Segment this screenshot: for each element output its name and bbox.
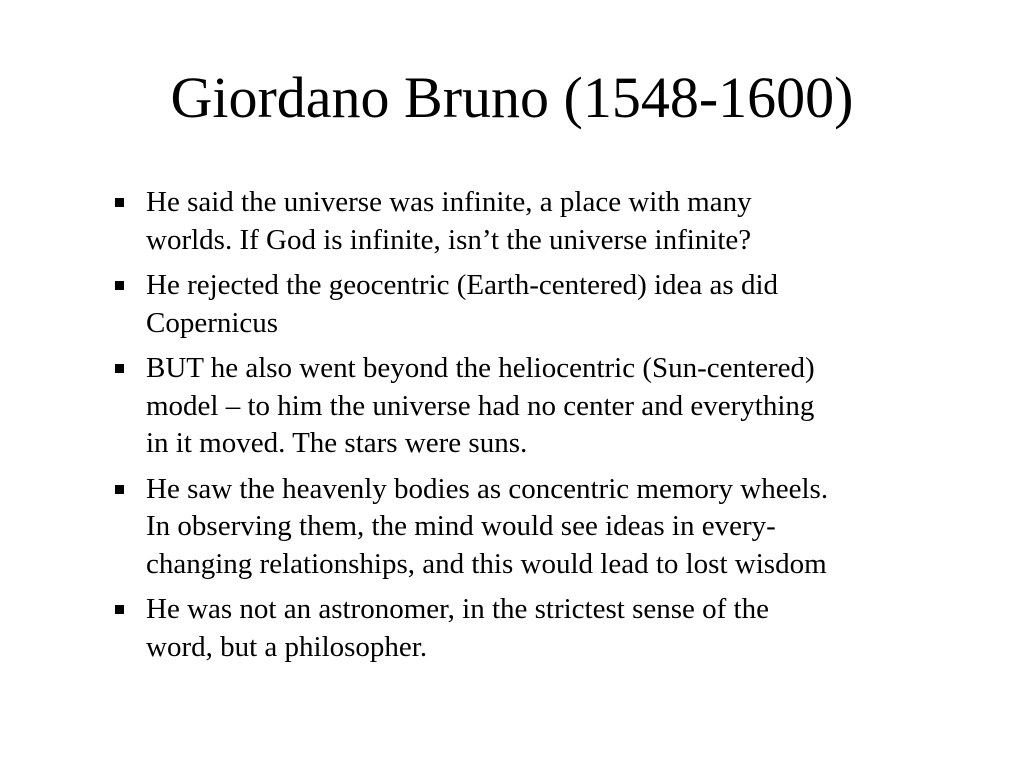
bullet-text-line: in it moved. The stars were suns. [146,427,528,459]
bullet-text-line: changing relationships, and this would lead to lost wisdom [146,547,827,580]
bullet-item [112,267,962,342]
bullet-text-line: word, but a philosopher. [146,630,428,663]
bullet-item [112,591,962,666]
square-bullet-icon [115,364,124,373]
bullet-list [112,184,962,674]
square-bullet-icon [115,605,124,614]
bullet-text-line: He saw the heavenly bodies as concentric memory wheels. [146,472,829,505]
bullet-text-line: BUT he also went beyond the heliocentric (Sun-centered) [146,352,815,384]
square-bullet-icon [115,198,124,207]
bullet-text-line: worlds. If God is infinite, isn’t the universe infinite? [146,223,752,256]
bullet-text-line: model – to him the universe had no center and everything [146,389,815,422]
bullet-text-line: In observing them, the mind would see ideas in every- [146,510,776,542]
bullet-text-line: He said the universe was infinite, a place with many [146,186,752,218]
bullet-text-line: Copernicus [146,306,279,339]
bullet-item [112,350,962,463]
bullet-text-line: He was not an astronomer, in the strictest sense of the [146,593,769,625]
square-bullet-icon [115,485,124,494]
bullet-item [112,184,962,259]
slide-title: Giordano Bruno (1548-1600) [170,65,854,130]
bullet-item [112,471,962,584]
square-bullet-icon [115,281,124,290]
bullet-text-line: He rejected the geocentric (Earth-centered) idea as did [146,269,778,301]
